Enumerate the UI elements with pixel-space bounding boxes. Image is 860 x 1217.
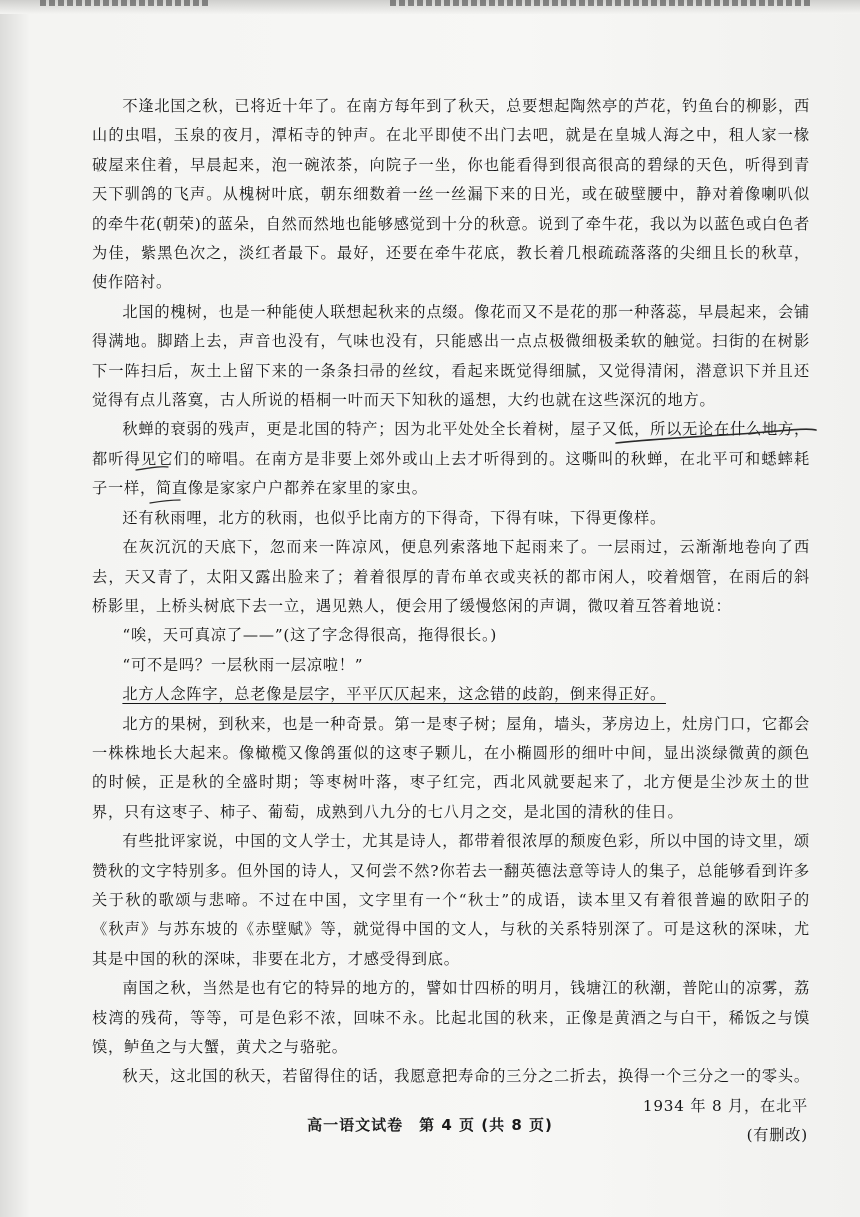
paragraph-9: 北方的果树，到秋来，也是一种奇景。第一是枣子树；屋角，墙头，茅房边上，灶房门口，它都会一株株地长大起来。像橄榄又像鸽蛋似的这枣子颗儿，在小椭圆形的细叶中间，显出淡绿微黄的颜色的时候，正是秋的全盛时期；等枣树叶落，枣子红完，西北风就要起来了，北方便是尘沙灰土的世界，只有这枣子、柿子、葡萄，成熟到八九分的七八月之交，是北国的清秋的佳日。 — [92, 714, 810, 821]
signature-date: 1934 年 8 月，在北平 — [642, 1096, 808, 1115]
paragraph-5: 在灰沉沉的天底下，忽而来一阵凉风，便息列索落地下起雨来了。一层雨过，云渐渐地卷向了西去，天又青了，太阳又露出脸来了；着着很厚的青布单衣或夹袄的都市闲人，咬着烟管，在雨后的斜桥影里，上桥头树底下去一立，遇见熟人，便会用了缓慢悠闲的声调，微叹着互答着地说： — [92, 538, 810, 615]
essay-body — [92, 92, 810, 1151]
paragraph-underlined — [92, 680, 810, 709]
page-footer: 高一语文试卷 第 4 页 (共 8 页) — [307, 1116, 553, 1134]
dialogue-line-2: “可不是吗？一层秋雨一层凉啦！” — [122, 655, 364, 674]
paragraph-3: 秋蝉的衰弱的残声，更是北国的特产；因为北平处处全长着树，屋子又低，所以无论在什么地方，都听得见它们的啼唱。在南方是非要上郊外或山上去才听得到的。这嘶叫的秋蝉，在北平可和蟋蟀耗子一样，简直像是家家户户都养在家里的家虫。 — [92, 420, 810, 498]
underlined-sentence: 北方人念阵字，总老像是层字，平平仄仄起来，这念错的歧韵，倒来得正好。 — [122, 685, 666, 704]
paragraph-1: 不逢北国之秋，已将近十年了。在南方每年到了秋天，总要想起陶然亭的芦花，钓鱼台的柳影，西山的虫唱，玉泉的夜月，潭柘寺的钟声。在北平即使不出门去吧，就是在皇城人海之中，租人家一椽破屋来住着，早晨起来，泡一碗浓茶，向院子一坐，你也能看得到很高很高的碧绿的天色，听得到青天下驯鸽的飞声。从槐树叶底，朝东细数着一丝一丝漏下来的日光，或在破壁腰中，静对着像喇叭似的牵牛花(朝荣)的蓝朵，自然而然地也能够感觉到十分的秋意。说到了牵牛花，我以为以蓝色或白色者为佳，紫黑色次之，淡红者最下。最好，还要在牵牛花底，教长着几根疏疏落落的尖细且长的秋草，使作陪衬。 — [92, 97, 810, 292]
paragraph-4: 还有秋雨哩，北方的秋雨，也似乎比南方的下得奇，下得有味，下得更像样。 — [122, 508, 666, 527]
paragraph-11: 南国之秋，当然是也有它的特异的地方的，譬如廿四桥的明月，钱塘江的秋潮，普陀山的凉雾，荔枝湾的残荷，等等，可是色彩不浓，回味不永。比起北国的秋来，正像是黄酒之与白干，稀饭之与馍馍，鲈鱼之与大蟹，黄犬之与骆驼。 — [92, 979, 810, 1056]
previous-page-bleed — [0, 0, 860, 14]
bleed-text — [40, 0, 210, 6]
signature-note: (有删改) — [746, 1126, 808, 1145]
dialogue-line-1: “唉，天可真凉了——”(这了字念得很高，拖得很长。) — [122, 626, 498, 645]
paragraph-12: 秋天，这北国的秋天，若留得住的话，我愿意把寿命的三分之二折去，换得一个三分之一的零头。 — [122, 1067, 810, 1086]
paragraph-2: 北国的槐树，也是一种能使人联想起秋来的点缀。像花而又不是花的那一种落蕊，早晨起来，会铺得满地。脚踏上去，声音也没有，气味也没有，只能感出一点点极微细极柔软的触觉。扫街的在树影下一阵扫后，灰土上留下来的一条条扫帚的丝纹，看起来既觉得细腻，又觉得清闲，潜意识下并且还觉得有点儿落寞，古人所说的梧桐一叶而天下知秋的遥想，大约也就在这些深沉的地方。 — [92, 302, 810, 410]
bleed-text — [390, 0, 810, 6]
paragraph-10: 有些批评家说，中国的文人学士，尤其是诗人，都带着很浓厚的颓废色彩，所以中国的诗文里，颂赞秋的文字特别多。但外国的诗人，又何尝不然?你若去一翻英德法意等诗人的集子，总能够看到许多关于秋的歌颂与悲啼。不过在中国，文字里有一个“秋士”的成语，读本里又有着很普遍的欧阳子的《秋声》与苏东坡的《赤壁赋》等，就觉得中国的文人，与秋的关系特别深了。可是这秋的深味，尤其是中国的秋的深味，非要在北方，才感受得到底。 — [92, 832, 810, 968]
